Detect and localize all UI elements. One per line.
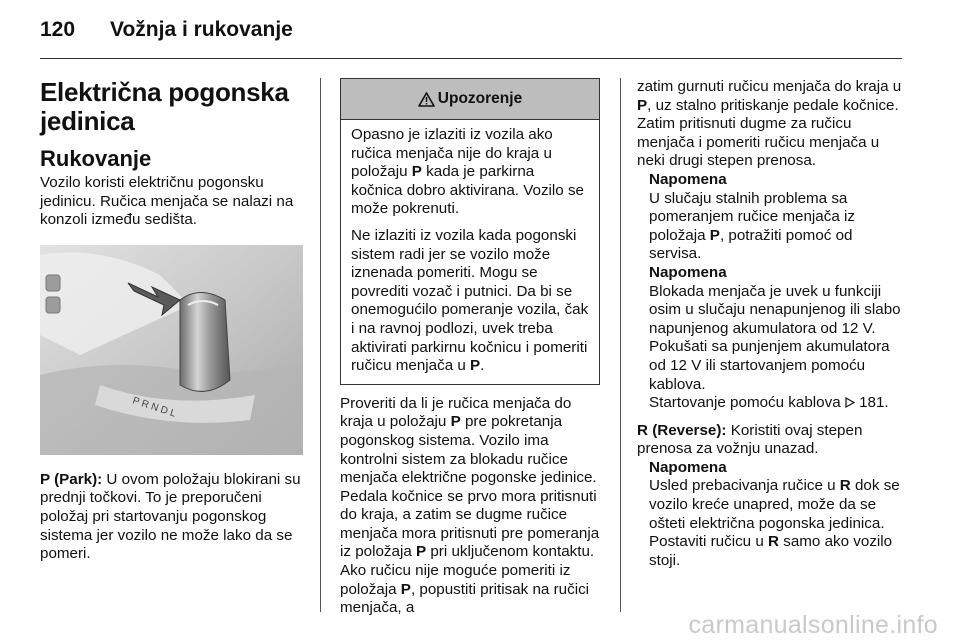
note-1-title: Napomena xyxy=(649,170,727,188)
column-2 xyxy=(340,78,600,618)
note-1-text: U slučaju stalnih problema sa pomeranjem ručice menjača iz položaja P, potražiti pomoć od servisa. xyxy=(649,189,855,263)
header-rule xyxy=(40,58,902,59)
warning-triangle-icon xyxy=(418,92,435,107)
note-3-title: Napomena xyxy=(649,458,727,476)
reverse-label: R (Reverse): xyxy=(637,421,727,439)
warning-title: Upozorenje xyxy=(437,89,523,107)
warning-paragraph-2: Ne izlaziti iz vozila kada pogonski sistem radi jer se vozilo može iznenada pomeriti. Mogu se povrediti vozač i putnici. Da bi se onemogućilo pomeranje vozila, čak i na ravnoj podlozi, uvek treba aktivirati parkirnu kočnicu i pomeriti ručicu menjača u P. xyxy=(351,226,589,375)
note-3-text: Usled prebacivanja ručice u R dok se vozilo kreće unapred, može da se ošteti električna pogonska jedinica. Postaviti ručicu u R samo ako vozilo stoji. xyxy=(649,477,900,569)
column-divider-1 xyxy=(320,78,321,612)
warning-paragraph-1: Opasno je izlaziti iz vozila ako ručica menjača nije do kraja u položaju P kada je parkirna kočnica dobro aktivirana. Vozilo se može pokrenuti. xyxy=(351,126,585,218)
column-divider-2 xyxy=(620,78,621,612)
watermark: carmanualsonline.info xyxy=(688,611,938,639)
page-header xyxy=(40,18,293,42)
gear-selector-photo xyxy=(40,245,303,455)
continued-paragraph: zatim gurnuti ručicu menjača do kraja u P, uz stalno pritiskanje pedale kočnice. Zatim pritisnuti dugme za ručicu menjača i pomeriti ručicu menjača u neki drugi stepen prenosa. xyxy=(637,78,902,170)
reverse-description: R (Reverse): Koristiti ovaj stepen prenosa za vožnju unazad. xyxy=(637,421,863,458)
column-3 xyxy=(637,78,907,570)
subsection-title: Rukovanje xyxy=(40,146,152,171)
note-2-title: Napomena xyxy=(649,263,727,281)
column-1 xyxy=(40,78,308,564)
note-2 xyxy=(637,264,907,413)
warning-box xyxy=(340,78,600,385)
note-2-paragraph-2: Pokušati sa punjenjem akumulatora od 12 V ili startovanjem pomoću kablova. xyxy=(649,338,890,393)
warning-header xyxy=(341,79,599,120)
intro-paragraph: Vozilo koristi električnu pogonsku jedinicu. Ručica menjača se nalazi na konzoli između sedišta. xyxy=(40,174,294,229)
shift-lock-paragraph: Proveriti da li je ručica menjača do kraja u položaju P pre pokretanja pogonskog sistema. Vozilo ima kontrolni sistem za blokadu ručice menjača električne pogonske jedinice. Pedala kočnice se prvo mora pritisnuti do kraja, a zatim se dugme ručice menjača mora pritisnuti pre pomeranja iz položaja P pri uključenom kontaktu. Ako ručicu nije moguće pomeriti iz položaja P, popustiti pritisak na ručici menjača, a xyxy=(340,394,600,617)
note-1 xyxy=(637,171,907,264)
warning-body xyxy=(341,120,599,384)
chapter-title: Vožnja i rukovanje xyxy=(110,18,293,41)
note-3 xyxy=(637,459,907,571)
note-2-paragraph-3: Startovanje pomoću kablova 181. xyxy=(649,394,889,412)
park-text: U ovom položaju blokirani su prednji točkovi. To je preporučeni položaj pri startovanju pogonskog sistema jer vozilo ne može lako da se pomeri. xyxy=(40,470,301,563)
park-label: P (Park): xyxy=(40,470,103,488)
page-reference-icon xyxy=(845,397,855,408)
gear-position-labels: P R N D L xyxy=(131,395,178,420)
section-title: Električna pogonska jedinica xyxy=(40,77,289,136)
page-number: 120 xyxy=(40,18,76,41)
park-description xyxy=(40,471,308,564)
note-2-text: Blokada menjača je uvek u funkciji osim u slučaju nenapunjenog ili slabo napunjenog akumulatora od 12 V. xyxy=(649,282,901,337)
